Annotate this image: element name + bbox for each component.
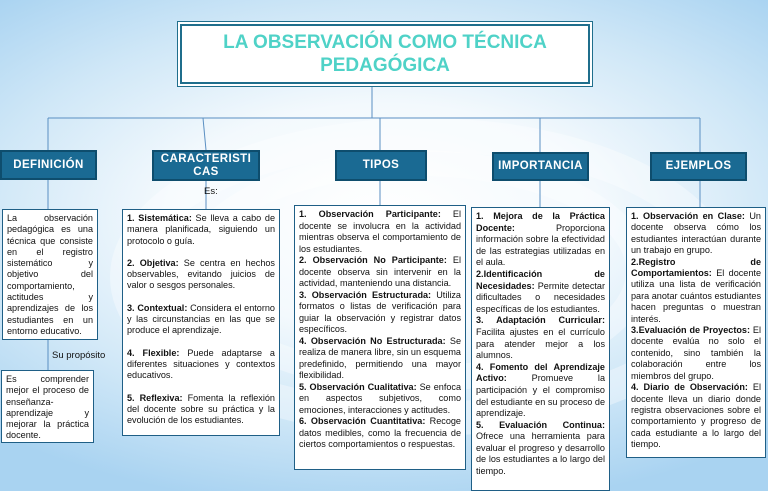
header-ejemplos: EJEMPLOS bbox=[650, 152, 747, 181]
list-item: 4. Observación No Estructurada: Se realiza de manera libre, sin un esquema predefinido, permitiendo una mayor flexibilidad. bbox=[299, 335, 462, 380]
proposito-box bbox=[1, 370, 94, 443]
definicion-box bbox=[2, 209, 98, 340]
list-item: 5. Observación Cualitativa: Se enfoca en aspectos subjetivos, como emociones, interacciones y actitudes. bbox=[299, 381, 462, 415]
proposito-text: Es comprender mejor el proceso de enseñanza-aprendizaje y mejorar la práctica docente. bbox=[6, 374, 89, 441]
header-definicion: DEFINICIÓN bbox=[0, 150, 97, 180]
list-item: 4. Diario de Observación: El docente lleva un diario donde registra observaciones sobre el comportamiento y progreso de cada estudiante a lo largo del tiempo. bbox=[631, 382, 761, 450]
list-item: 3.Evaluación de Proyectos: El docente evalúa no solo el contenido, sino también la colaboración entre los miembros del grupo. bbox=[631, 325, 761, 381]
definicion-text: La observación pedagógica es una técnica que consiste en el registro sistemático y objetivo del comportamiento, actitudes y aprendizajes de los estudiantes en un entorno educativo. bbox=[7, 213, 93, 336]
list-item: 1. Observación en Clase: Un docente observa cómo los estudiantes interactúan durante un trabajo en grupo. bbox=[631, 211, 761, 256]
connector-label-su-proposito: Su propósito bbox=[52, 350, 106, 361]
importancia-box bbox=[471, 207, 610, 491]
list-item: 3. Observación Estructurada: Utiliza formatos o listas de verificación para guiar la observación y registrar datos específicos. bbox=[299, 289, 461, 334]
list-item: 3. Adaptación Curricular: Facilita ajustes en el currículo para atender mejor a los alumnos. bbox=[476, 315, 605, 361]
page-title: LA OBSERVACIÓN COMO TÉCNICA PEDAGÓGICA bbox=[180, 24, 590, 84]
list-item: 2.Registro de Comportamientos: El docente utiliza una lista de verificación para anotar cuántos estudiantes hacen preguntas o muestran interés. bbox=[631, 256, 761, 324]
tipos-box bbox=[294, 205, 466, 470]
list-item: 3. Contextual: Considera el entorno y las circunstancias en las que se produce el aprendizaje. bbox=[127, 302, 275, 336]
header-caracteristicas-label: CARACTERISTICAS bbox=[160, 152, 252, 178]
header-importancia: IMPORTANCIA bbox=[492, 152, 589, 181]
caracteristicas-box bbox=[122, 209, 280, 436]
header-tipos: TIPOS bbox=[335, 150, 427, 181]
list-item: 5. Evaluación Continua: Ofrece una herramienta para evaluar el progreso y desarrollo de los estudiantes a lo largo del tiempo. bbox=[476, 419, 605, 477]
list-item: 1. Sistemática: Se lleva a cabo de manera planificada, siguiendo un protocolo o guía. bbox=[127, 213, 276, 246]
list-item: 2. Objetiva: Se centra en hechos observables, evitando juicios de valor o sesgos personales. bbox=[127, 257, 275, 291]
list-item: 5. Reflexiva: Fomenta la reflexión del docente sobre su práctica y la evolución de los estudiantes. bbox=[127, 392, 275, 426]
list-item: 4. Fomento del Aprendizaje Activo: Promueve la participación y el compromiso del estudiante en su proceso de aprendizaje. bbox=[476, 361, 605, 419]
list-item: 6. Observación Cuantitativa: Recoge datos medibles, como la frecuencia de ciertos comportamientos o respuestas. bbox=[299, 416, 461, 449]
connector-label-es: Es: bbox=[204, 186, 218, 197]
list-item: 1. Mejora de la Práctica Docente: Proporciona información sobre la efectividad de las estrategias utilizadas en el aula. bbox=[476, 211, 605, 268]
list-item: 1. Observación Participante: El docente se involucra en la actividad mientras observa el comportamiento de los estudiantes. bbox=[299, 209, 461, 254]
list-item: 2.Identificación de Necesidades: Permite detectar dificultades o necesidades específicas de los estudiantes. bbox=[476, 268, 605, 314]
header-caracteristicas bbox=[152, 150, 260, 181]
list-item: 4. Flexible: Puede adaptarse a diferentes situaciones y contextos educativos. bbox=[127, 347, 275, 381]
list-item: 2. Observación No Participante: El docente observa sin intervenir en la actividad, manteniendo una distancia. bbox=[299, 255, 461, 288]
ejemplos-box bbox=[626, 207, 766, 458]
